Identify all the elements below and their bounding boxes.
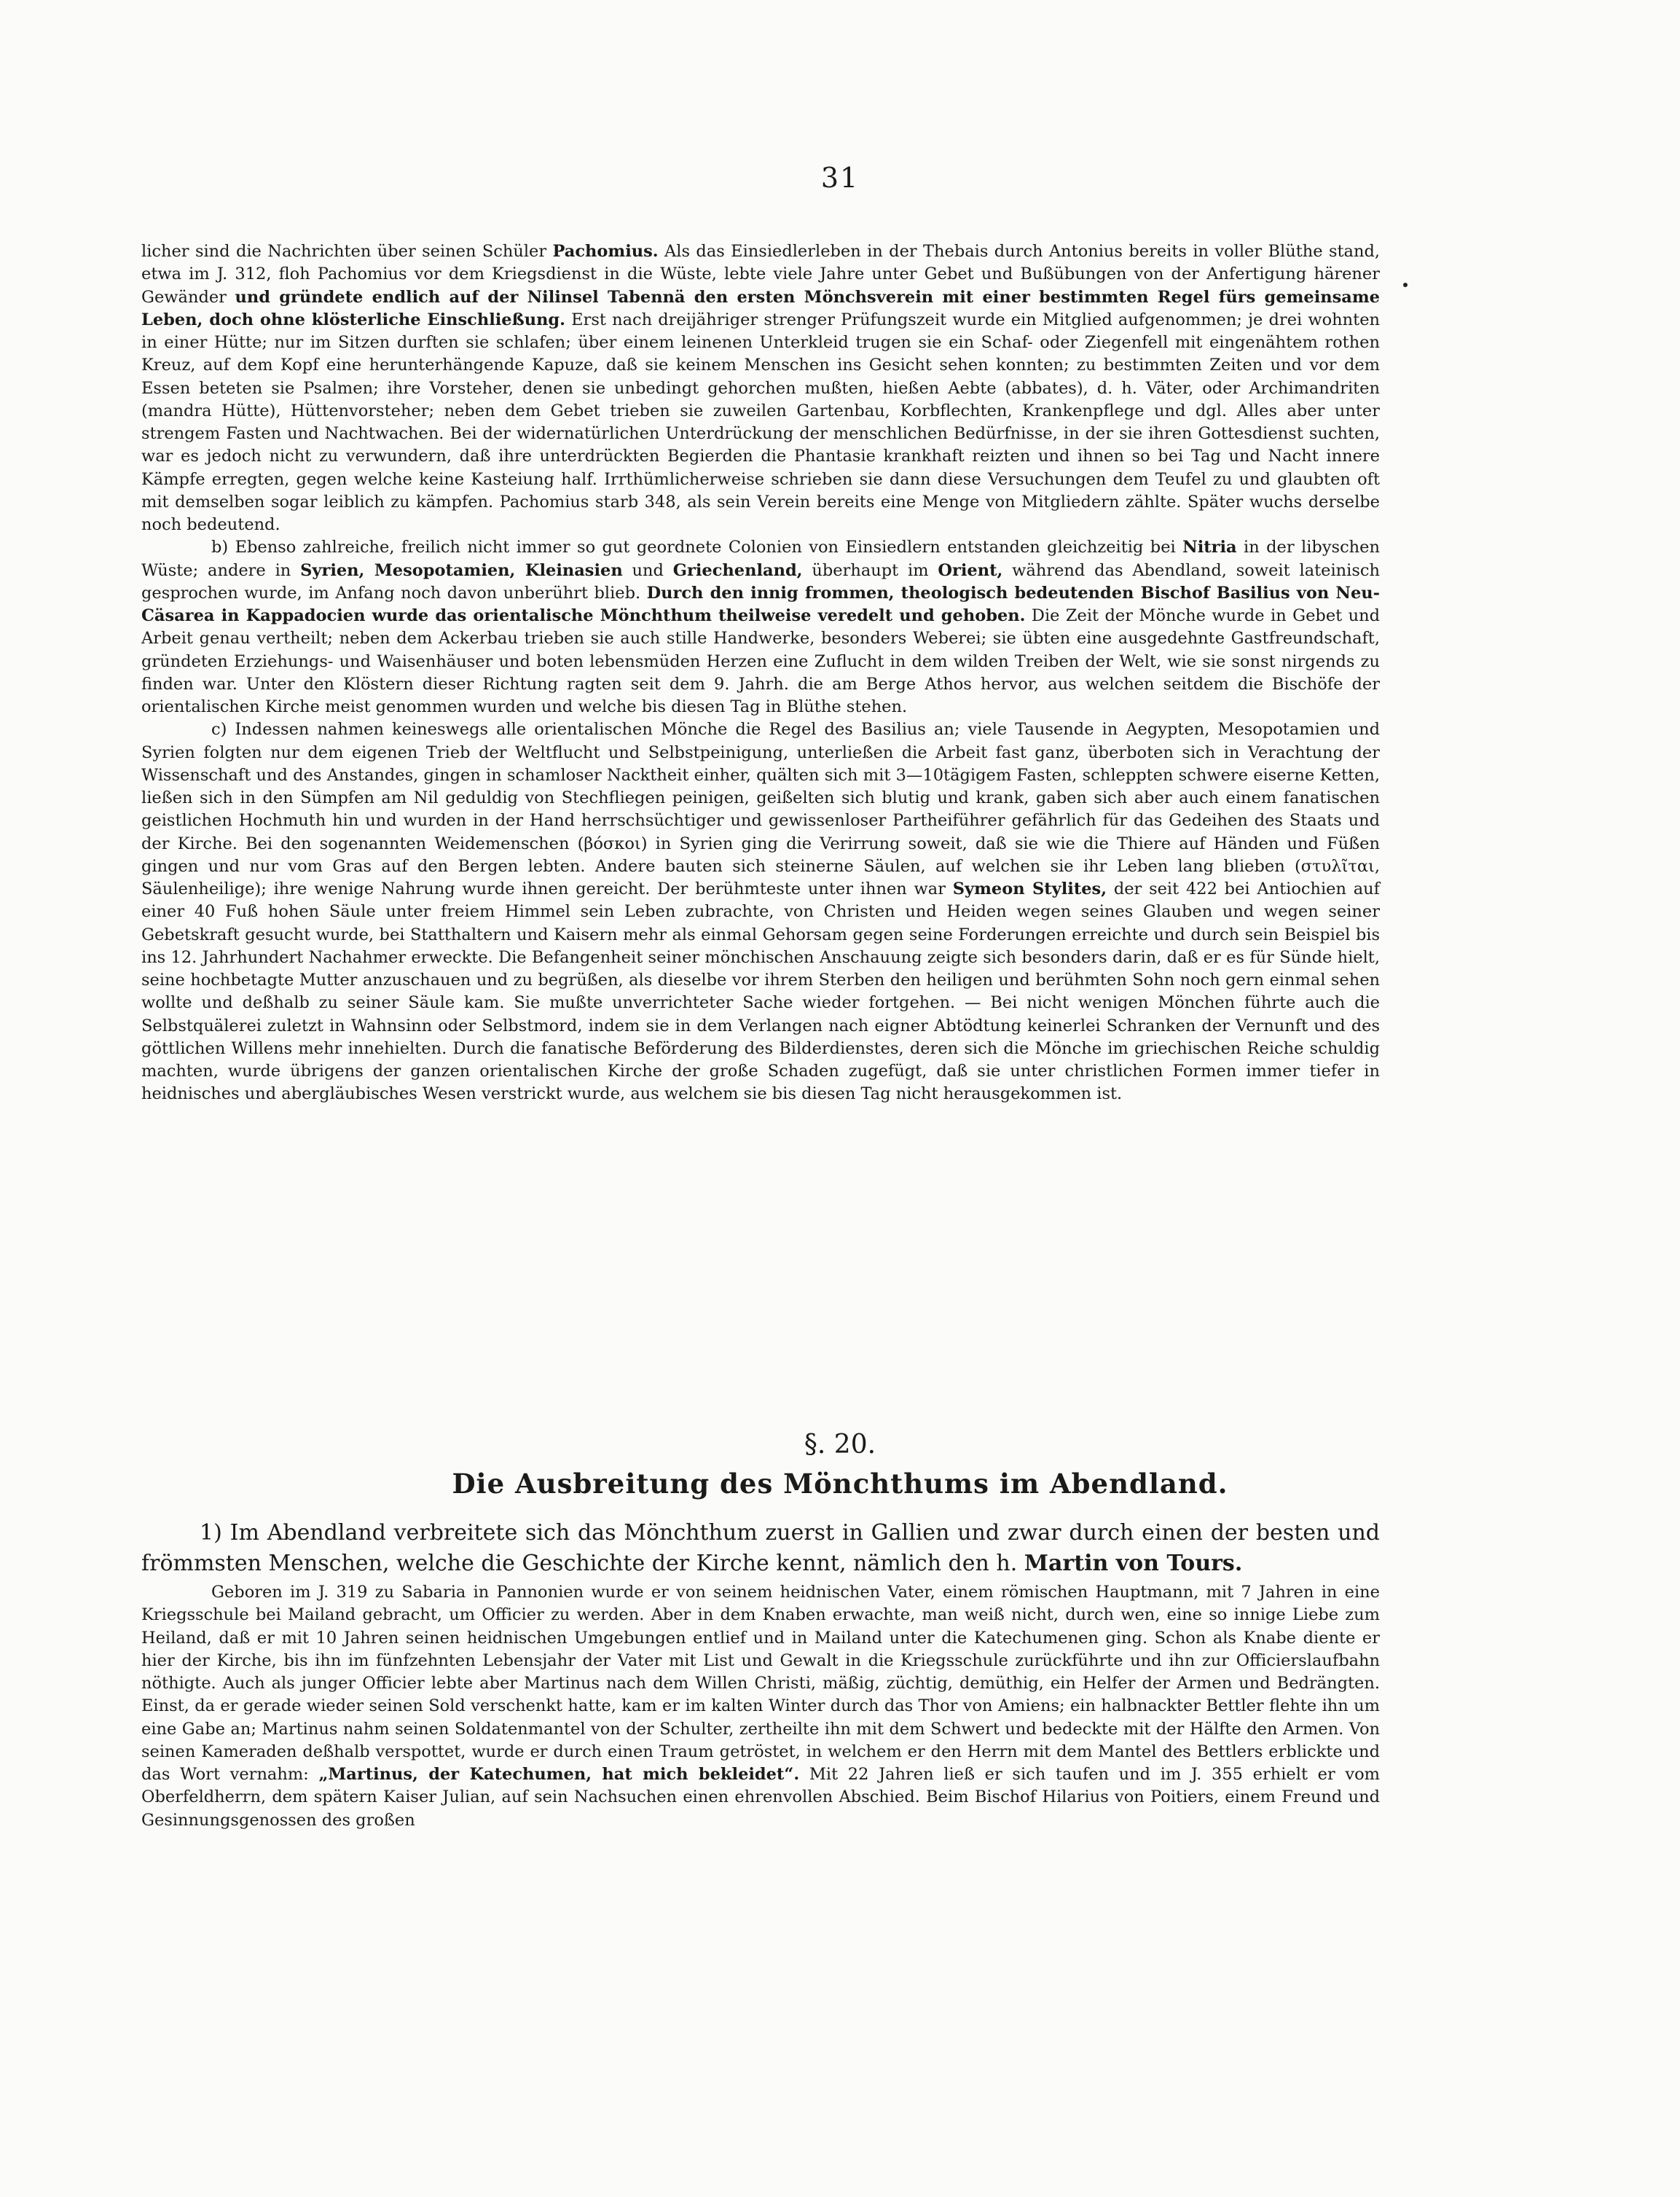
bold-run: „Martinus, der Katechumen, hat mich bekleidet“.	[318, 1765, 800, 1784]
text-run: Geboren im J. 319 zu Sabaria in Pannonien wurde er von seinem heidnischen Vater, einem römischen Hauptmann, mit 7 Jahren in eine Kriegsschule bei Mailand gebracht, um Officier zu werden. Aber in dem Knaben erwachte, man weiß nicht, durch wen, eine so innige Liebe zum Heiland, daß er mit 10 Jahren seinen heidnischen Umgebungen entlief und in Mailand unter die Katechumenen ging. Schon als Knabe diente er hier der Kirche, bis ihn im fünfzehnten Lebensjahr der Vater mit List und Gewalt in die Kriegsschule zurückführte und ihn zur Officierslaufbahn nöthigte. Auch als junger Officier lebte aber Martinus nach dem Willen Christi, mäßig, züchtig, demüthig, ein Helfer der Armen und Bedrängten. Einst, da er gerade wieder seinen Sold verschenkt hatte, kam er im kalten Winter durch das Thor von Amiens; ein halbnackter Bettler flehte ihn um eine Gabe an; Martinus nahm seinen Soldatenmantel von der Schulter, zertheilte ihn mit dem Schwert und bedeckte mit der Hälfte den Armen. Von seinen Kameraden deßhalb verspottet, wurde er durch einen Traum getröstet, in welchem er den Herrn mit dem Mantel des Bettlers erblickte und das Wort vernahm:	[141, 1583, 1380, 1784]
bold-run: Martin von Tours.	[1024, 1551, 1243, 1576]
text-run: und	[622, 560, 673, 580]
section-title: Die Ausbreitung des Mönchthums im Abendland.	[452, 1468, 1228, 1500]
bold-run: Orient,	[938, 560, 1003, 580]
body-text-top	[141, 240, 1380, 1106]
bold-run: Pachomius.	[552, 242, 659, 261]
bold-run: Symeon Stylites,	[952, 880, 1107, 898]
lead-text	[141, 1518, 1380, 1579]
text-run: b) Ebenso zahlreiche, freilich nicht immer so gut geordnete Colonien von Einsiedlern entstanden gleichzeitig bei	[211, 538, 1183, 557]
bold-run: Nitria	[1182, 538, 1237, 557]
bold-run: Syrien, Mesopotamien, Kleinasien	[300, 560, 623, 580]
text-run: überhaupt im	[802, 560, 938, 580]
text-run: Mit 22 Jahren ließ er sich taufen und im J. 355 erhielt er vom Oberfeldherrn, dem spätern Kaiser Julian, auf sein Nachsuchen einen ehrenvollen Abschied. Beim Bischof Hilarius von Poitiers, einem Freund und Gesinnungsgenossen des großen	[141, 1765, 1381, 1830]
text-run: Die Zeit der Mönche wurde in Gebet und Arbeit genau vertheilt; neben dem Ackerbau trieben sie auch stille Handwerke, besonders Weberei; sie übten eine ausgedehnte Gastfreundschaft, gründeten Erziehungs- und Waisenhäuser und boten lebensmüden Herzen eine Zuflucht in dem wilden Treiben der Welt, wie sie sonst nirgends zu finden war. Unter den Klöstern dieser Richtung ragten seit dem 9. Jahrh. die am Berge Athos hervor, aus welchen seitdem die Bischöfe der orientalischen Kirche meist genommen wurden und welche bis diesen Tag in Blüthe stehen.	[141, 606, 1380, 716]
bold-run: Durch den innig frommen, theologisch bedeutenden Bischof Basilius von Neu-Cäsarea in Kappadocien wurde das orientalische Mönchthum theilweise veredelt und gehoben.	[141, 583, 1380, 625]
text-run: in der libyschen Wüste; andere in	[141, 538, 1380, 580]
paragraph-martin	[141, 1581, 1380, 1832]
paragraph-pachomius	[141, 240, 1380, 536]
text-run: während das Abendland, soweit lateinisch gesprochen wurde, im Anfang noch davon unberührt blieb.	[141, 560, 1380, 603]
text-run: Als das Einsiedlerleben in der Thebais durch Antonius bereits in voller Blüthe stand, etwa im J. 312, floh Pachomius vor dem Kriegsdienst in die Wüste, lebte viele Jahre unter Gebet und Bußübungen von der Anfertigung härener Gewänder	[141, 242, 1380, 307]
section-number: §. 20.	[804, 1430, 876, 1460]
text-run: der seit 422 bei Antiochien auf einer 40 Fuß hohen Säule unter freiem Himmel sein Leben zubrachte, von Christen und Heiden wegen seines Glauben und wegen seiner Gebetskraft gesucht wurde, bei Statthaltern und Kaisern mehr als einmal Gehorsam gegen seine Forderungen erreichte und durch sein Beispiel bis ins 12. Jahrhundert Nachahmer erweckte. Die Befangenheit seiner mönchischen Anschauung zeigte sich besonders darin, daß er es für Sünde hielt, seine hochbetagte Mutter anzuschauen und zu begrüßen, als dieselbe vor ihrem Sterben den heiligen und berühmten Sohn noch gern einmal sehen wollte und deßhalb zu seiner Säule kam. Sie mußte unverrichteter Sache wieder fortgehen. — Bei nicht wenigen Mönchen führte auch die Selbstquälerei zuletzt in Wahnsinn oder Selbstmord, indem sie in dem Verlangen nach eigner Abtödtung keinerlei Schranken der Vernunft und des göttlichen Willens mehr innehielten. Durch die fanatische Beförderung des Bilderdienstes, deren sich die Mönche im griechischen Reiche schuldig machten, wurde übrigens der ganzen orientalischen Kirche der große Schaden zugefügt, daß sie unter christlichen Formen immer tiefer in heidnisches und abergläubisches Wesen verstrickt wurde, aus welchem sie bis diesen Tag nicht herausgekommen ist.	[141, 880, 1380, 1104]
page-number: 31	[820, 162, 860, 194]
text-run: Erst nach dreijähriger strenger Prüfungszeit wurde ein Mitglied aufgenommen; je drei wohnten in einer Hütte; nur im Sitzen durften sie schlafen; über einem leinenen Unterkleid trugen sie ein Schaf- oder Ziegenfell mit eingenähtem rothen Kreuz, auf dem Kopf eine herunterhängende Kapuze, daß sie keinem Menschen ins Gesicht sehen konnten; zu bestimmten Zeiten und vor dem Essen beteten sie Psalmen; ihre Vorsteher, denen sie unbedingt gehorchen mußten, hießen Aebte (abbates), d. h. Väter, oder Archimandriten (mandra Hütte), Hüttenvorsteher; neben dem Gebet trieben sie zuweilen Gartenbau, Korbflechten, Krankenpflege und dgl. Alles aber unter strengem Fasten und Nachtwachen. Bei der widernatürlichen Unterdrückung der menschlichen Bedürfnisse, in der sie ihren Gottesdienst suchten, war es jedoch nicht zu verwundern, daß ihre unterdrückten Begierden die Phantasie krankhaft reizten und ihnen so bei Tag und Nacht innere Kämpfe erregten, gegen welche keine Kasteiung half. Irrthümlicherweise schrieben sie dann diese Versuchungen dem Teufel zu und glaubten oft mit demselben sogar leiblich zu kämpfen. Pachomius starb 348, als sein Verein bereits eine Menge von Mitgliedern zählte. Später wuchs derselbe noch bedeutend.	[141, 310, 1380, 534]
text-run: c) Indessen nahmen keineswegs alle orientalischen Mönche die Regel des Basilius an; viele Tausende in Aegypten, Mesopotamien und Syrien folgten nur dem eigenen Trieb der Weltflucht und Selbstpeinigung, unterließen die Arbeit fast ganz, überboten sich in Verachtung der Wissenschaft und des Anstandes, gingen in schamloser Nacktheit einher, quälten sich mit 3—10tägigem Fasten, schleppten schwere eiserne Ketten, ließen sich in den Sümpfen am Nil geduldig von Stechfliegen peinigen, geißelten sich blutig und krank, gaben sich aber auch einem fanatischen geistlichen Hochmuth hin und wurden in der Hand herrschsüchtiger und gewissenloser Partheiführer gefährlich für das Gedeihen des Staats und der Kirche. Bei den sogenannten Weidemenschen (βόσκοι) in Syrien ging die Verirrung soweit, daß sie wie die Thiere auf Händen und Füßen gingen und nur vom Gras auf den Bergen lebten. Andere bauten sich steinerne Säulen, auf welchen sie ihr Leben lang blieben (στυλῖται, Säulenheilige); ihre wenige Nahrung wurde ihnen gereicht. Der berühmteste unter ihnen war	[141, 720, 1380, 898]
text-run: 1) Im Abendland verbreitete sich das Mönchthum zuerst in Gallien und zwar durch einen der besten und frömmsten Menschen, welche die Geschichte der Kirche kennt, nämlich den h.	[141, 1520, 1380, 1576]
body-text-bottom	[141, 1581, 1380, 1832]
text-run: licher sind die Nachrichten über seinen Schüler	[141, 242, 553, 261]
lead-paragraph	[141, 1518, 1380, 1579]
paragraph-c-oriental-monks	[141, 718, 1380, 1105]
bold-run: Griechenland,	[672, 560, 803, 580]
paragraph-b-colonies	[141, 536, 1380, 718]
bold-run: und gründete endlich auf der Nilinsel Tabennä den ersten Mönchsverein mit einer bestimmten Regel fürs gemeinsame Leben, doch ohne klösterliche Einschließung.	[141, 287, 1380, 329]
margin-mark	[1403, 283, 1408, 287]
